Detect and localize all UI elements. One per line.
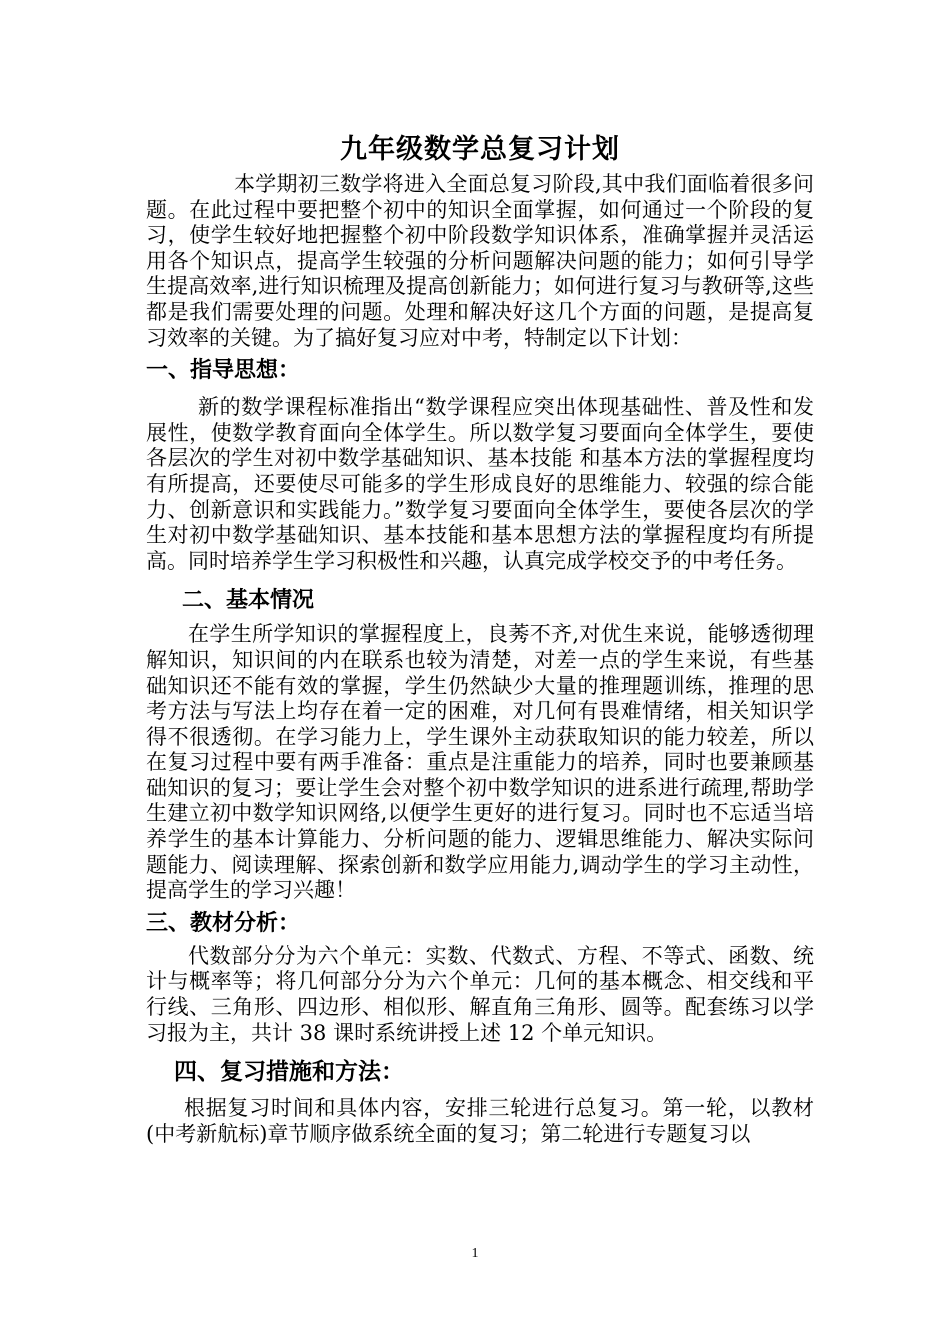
section-number: 四、 bbox=[174, 1059, 220, 1086]
document-page bbox=[146, 130, 814, 1147]
section-heading-basic-situation: 二、基本情况 bbox=[182, 587, 315, 614]
guiding-thought-paragraph bbox=[146, 395, 814, 574]
textbook-analysis-text: 代数部分分为六个单元：实数、代数式、方程、不等式、函数、统计与概率等；将几何部分分为六个单元：几何的基本概念、相交线和平行线、三角形、四边形、相似形、解直角三角形、圆等。配套练习以学习报为主，共计 38 课时系统讲授上述 12 个单元知识。 bbox=[146, 943, 814, 1045]
page-number: 1 bbox=[471, 1246, 479, 1261]
section-heading-review-methods bbox=[146, 1058, 814, 1086]
intro-paragraph bbox=[146, 172, 814, 351]
section-heading-textbook-analysis: 三、教材分析： bbox=[146, 910, 301, 936]
guiding-thought-text: 新的数学课程标准指出“数学课程应突出体现基础性、普及性和发展性，使数学教育面向全体学生。所以数学复习要面向全体学生，要使各层次的学生对初中数学基础知识、基本技能 和基本方法的掌握程度均有所提高，还要使尽可能多的学生形成良好的思维能力、较强的综合能力、创新意识和实践能力。”数学复习要面向全体学生，要使各层次的学生对初中数学基础知识、基本技能和基本思想方法的掌握程度均有所提高。同时培养学生学习积极性和兴趣，认真完成学校交予的中考任务。 bbox=[146, 395, 814, 573]
section-heading-guiding-thought: 一、指导思想： bbox=[146, 358, 301, 384]
textbook-analysis-paragraph bbox=[146, 944, 814, 1046]
intro-text: 本学期初三数学将进入全面总复习阶段,其中我们面临着很多问题。在此过程中要把整个初中的知识全面掌握，如何通过一个阶段的复习，使学生较好地把握整个初中阶段数学知识体系，准确掌握并灵活运用各个知识点，提高学生较强的分析问题解决问题的能力；如何引导学生提高效率,进行知识梳理及提高创新能力；如何进行复习与教研等,这些都是我们需要处理的问题。处理和解决好这几个方面的问题，是提高复习效率的关键。为了搞好复习应对中考，特制定以下计划： bbox=[146, 172, 814, 350]
section-heading-text: 复习措施和方法： bbox=[220, 1058, 404, 1086]
document-title: 九年级数学总复习计划 bbox=[340, 134, 620, 165]
basic-situation-text: 在学生所学知识的掌握程度上，良莠不齐,对优生来说，能够透彻理解知识，知识间的内在联系也较为清楚，对差一点的学生来说，有些基础知识还不能有效的掌握，学生仍然缺少大量的推理题训练，推理的思考方法与写法上均存在着一定的困难，对几何有畏难情绪，相关知识学得不很透彻。在学习能力上，学生课外主动获取知识的能力较差，所以在复习过程中要有两手准备：重点是注重能力的培养，同时也要兼顾基础知识的复习；要让学生会对整个初中数学知识的进系进行疏理,帮助学生建立初中数学知识网络,以便学生更好的进行复习。同时也不忘适当培养学生的基本计算能力、分析问题的能力、逻辑思维能力、解决实际问题能力、阅读理解、探索创新和数学应用能力,调动学生的学习主动性，提高学生的学习兴趣！ bbox=[146, 622, 814, 903]
review-methods-paragraph bbox=[146, 1096, 814, 1147]
review-methods-text: 根据复习时间和具体内容，安排三轮进行总复习。第一轮，以教材(中考新航标)章节顺序做系统全面的复习；第二轮进行专题复习以 bbox=[146, 1096, 814, 1146]
basic-situation-paragraph bbox=[146, 622, 814, 904]
